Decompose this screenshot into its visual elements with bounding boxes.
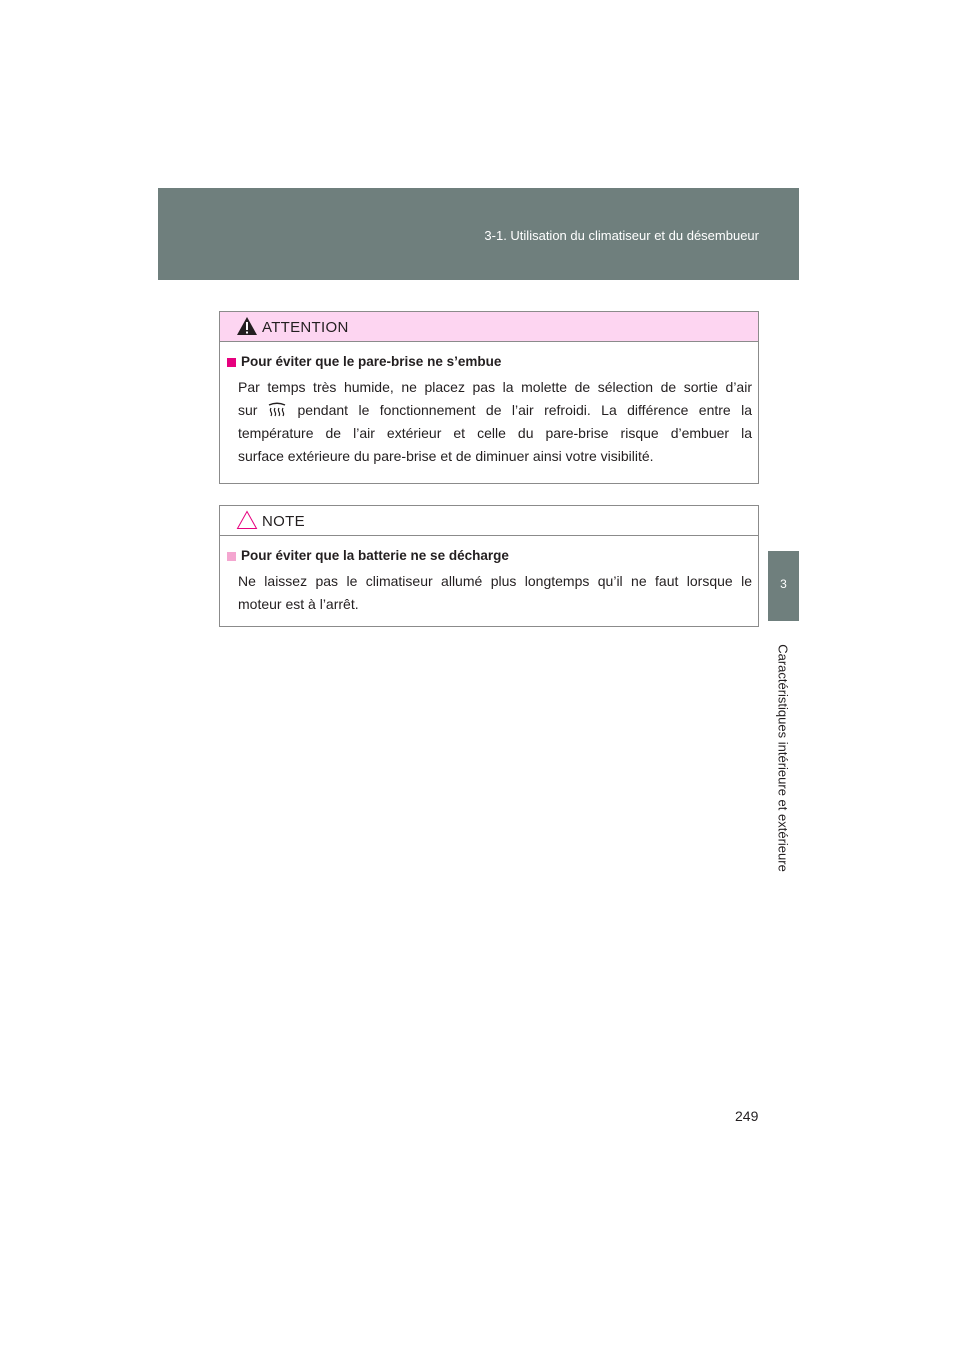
caution-triangle-outline-icon <box>236 510 258 530</box>
chapter-title: Caractéristiques intérieure et extérieure <box>775 644 791 872</box>
attention-line-2-end: pendant le fonctionnement de l’air refroidi. La différence entre la <box>297 402 752 418</box>
note-line-2: moteur est à l’arrêt. <box>238 596 359 612</box>
attention-box <box>219 311 759 484</box>
note-item-heading <box>226 548 752 564</box>
square-bullet-icon <box>227 552 236 561</box>
attention-title: ATTENTION <box>262 319 349 336</box>
attention-line-2 <box>238 399 752 422</box>
note-line-1: Ne laissez pas le climatiseur allumé plus longtemps qu’il ne faut lorsque le <box>238 573 752 589</box>
section-header-band <box>158 188 799 280</box>
attention-line-4: surface extérieure du pare-brise et de diminuer ainsi votre visibilité. <box>238 448 654 464</box>
square-bullet-icon <box>227 358 236 367</box>
warning-triangle-icon <box>236 316 258 336</box>
note-item-text <box>238 570 752 616</box>
note-box-header <box>220 506 758 536</box>
note-box <box>219 505 759 627</box>
attention-box-header <box>220 312 758 342</box>
note-title: NOTE <box>262 513 305 530</box>
section-title: 3-1. Utilisation du climatiseur et du désembueur <box>484 228 759 243</box>
attention-item-heading <box>226 354 752 370</box>
page-number: 249 <box>735 1108 759 1124</box>
windshield-defroster-icon <box>267 402 287 418</box>
attention-line-3: température de l’air extérieur et celle du pare-brise risque d’embuer la <box>238 425 752 441</box>
chapter-tab <box>768 551 799 621</box>
attention-item-text <box>238 376 752 468</box>
chapter-number: 3 <box>780 577 787 591</box>
note-heading-text: Pour éviter que la batterie ne se décharge <box>241 548 509 563</box>
attention-body <box>220 342 758 468</box>
attention-heading-text: Pour éviter que le pare-brise ne s’embue <box>241 354 502 369</box>
note-body <box>220 536 758 616</box>
attention-line-1: Par temps très humide, ne placez pas la molette de sélection de sortie d’air <box>238 379 752 395</box>
attention-line-2-start: sur <box>238 402 258 418</box>
